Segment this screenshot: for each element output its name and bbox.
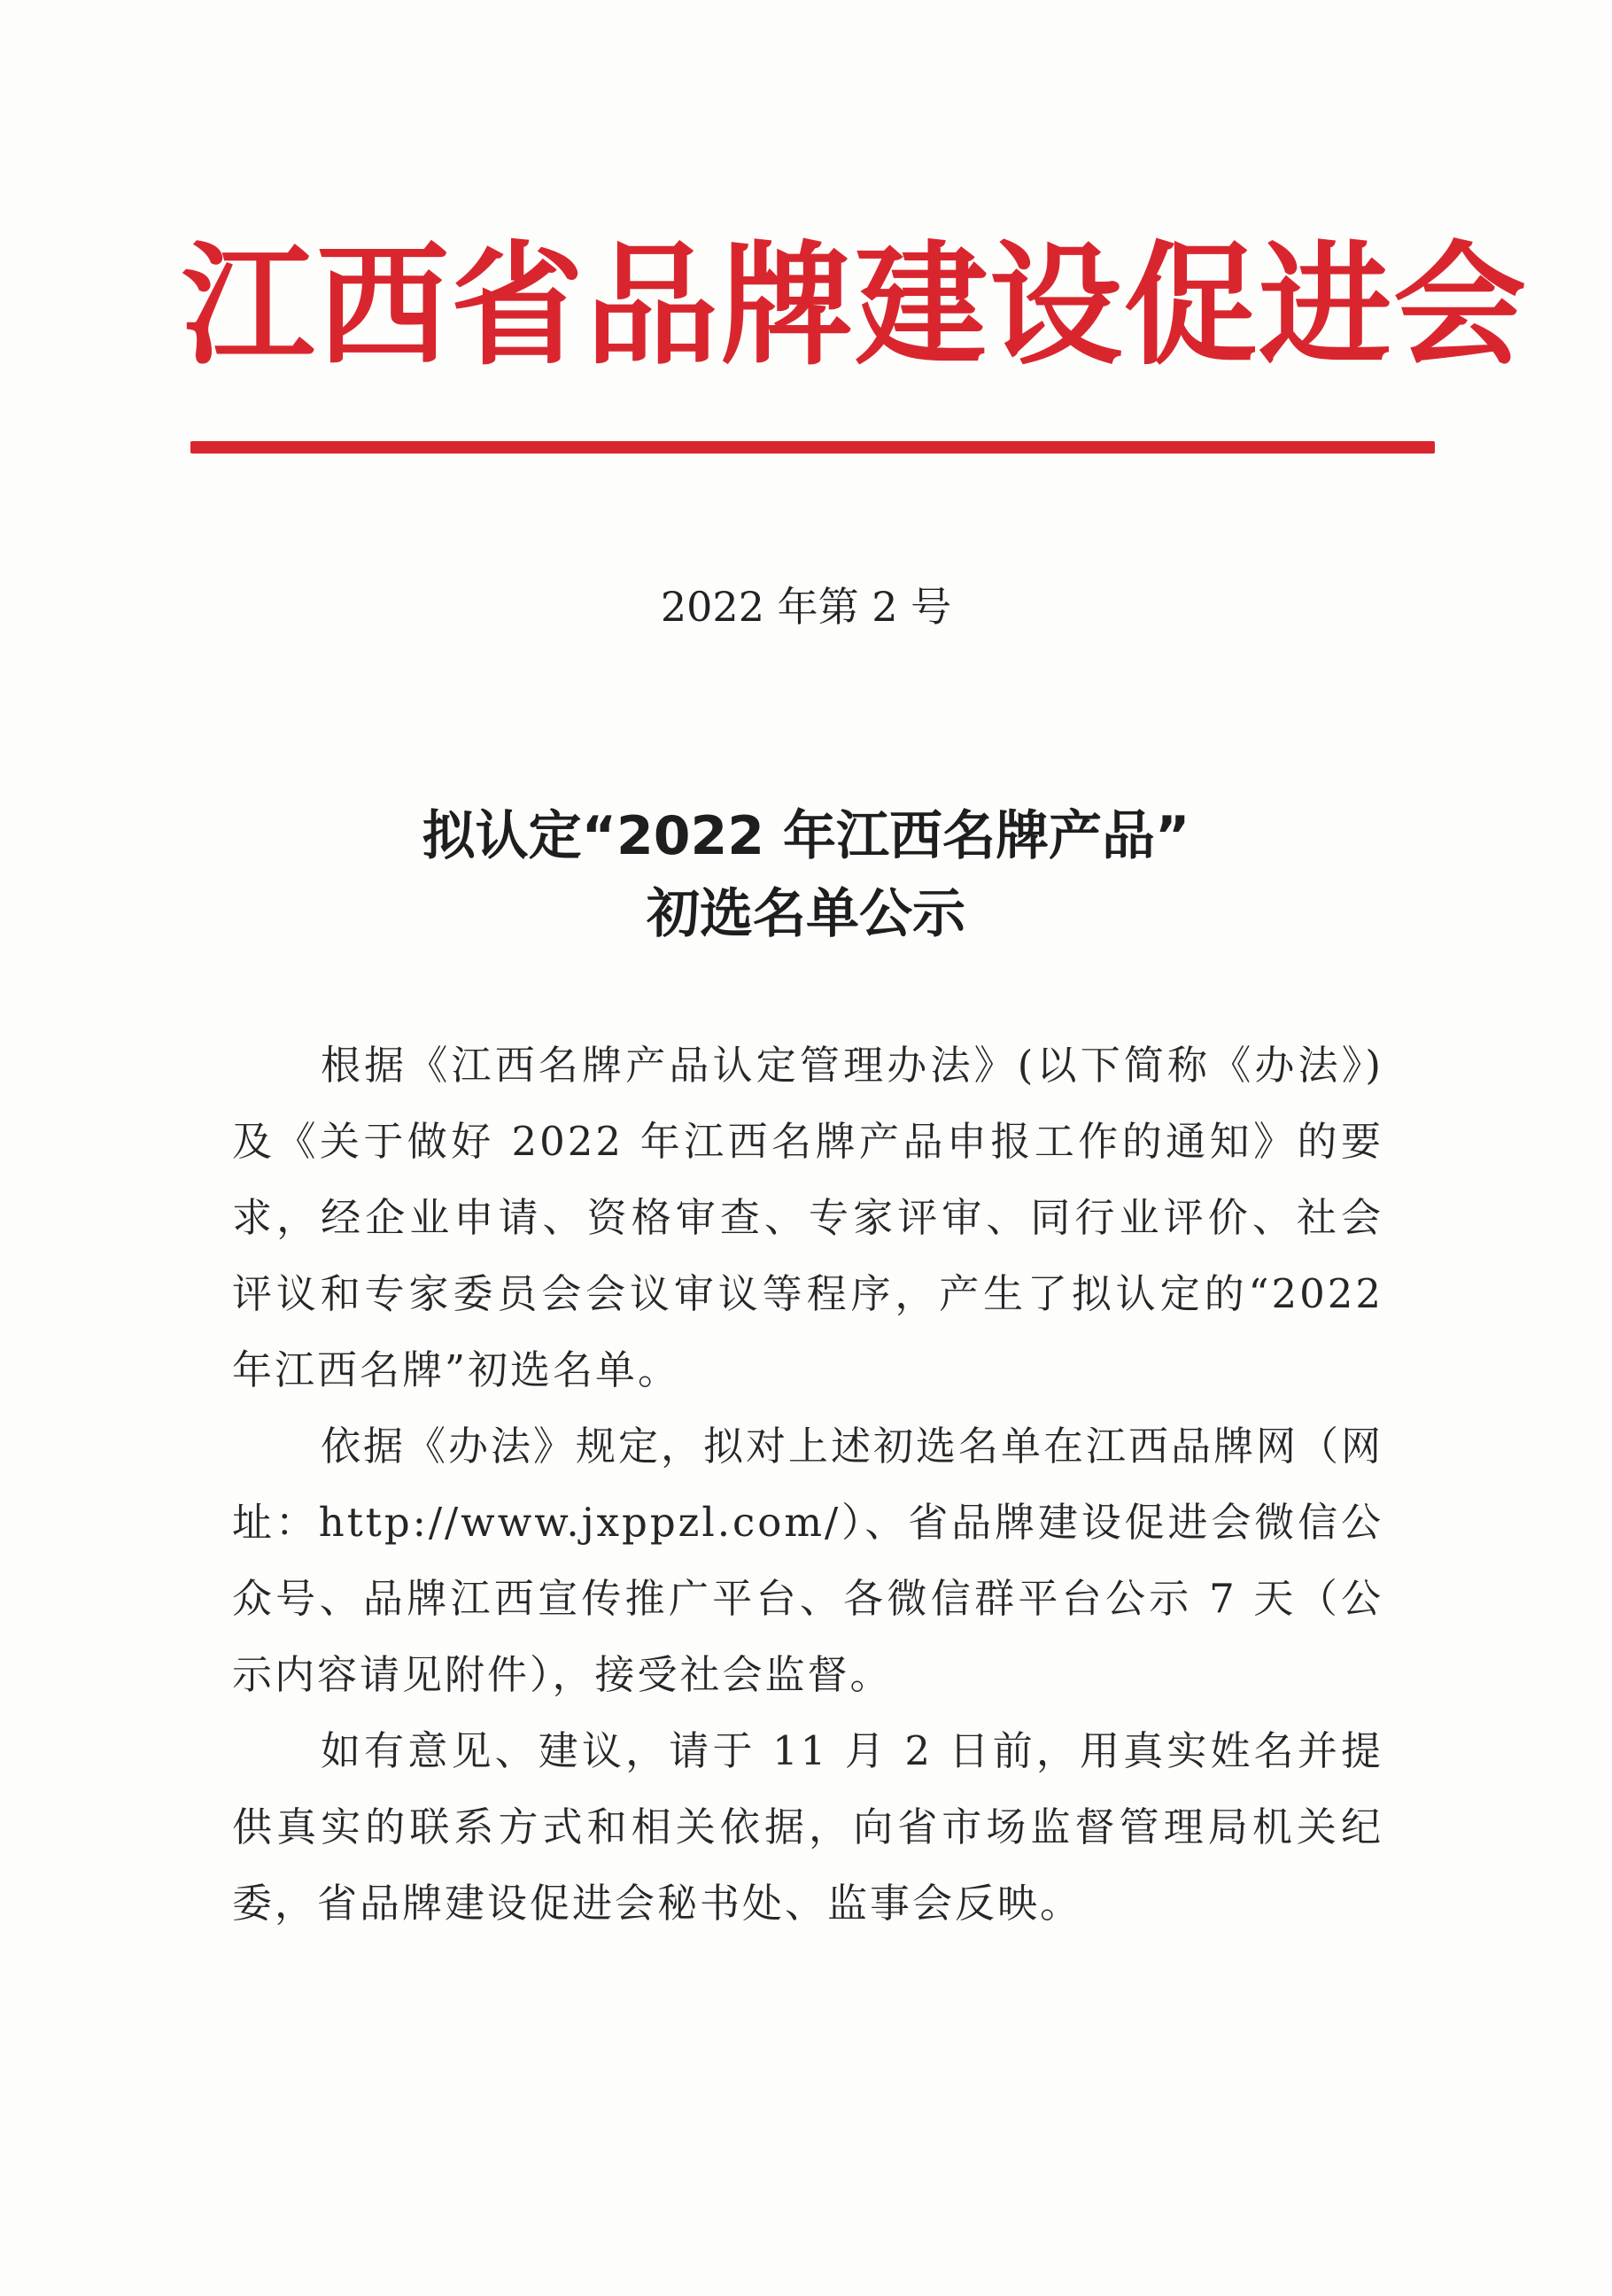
paragraph-line: 供真实的联系方式和相关依据，向省市场监督管理局机关纪 (232, 1803, 1383, 1850)
paragraph-basis (232, 1028, 1383, 1408)
paragraph-line: 如有意见、建议，请于 11 月 2 日前，用真实姓名并提 (321, 1727, 1383, 1774)
paragraph-line: 及《关于做好 2022 年江西名牌产品申报工作的通知》的要 (232, 1118, 1383, 1165)
paragraph-feedback (232, 1713, 1383, 1942)
title-line-1: 拟认定“2022 年江西名牌产品” (422, 805, 1190, 867)
paragraph-line: 示内容请见附件），接受社会监督。 (232, 1651, 893, 1698)
document-number: 2022 年第 2 号 (660, 583, 952, 631)
paragraph-line: 评议和专家委员会会议审议等程序，产生了拟认定的“2022 (232, 1270, 1383, 1317)
paragraph-line: 求，经企业申请、资格审查、专家评审、同行业评价、社会 (232, 1194, 1383, 1241)
organization-letterhead: 江西省品牌建设促进会 (182, 228, 1529, 384)
paragraph-line: 委，省品牌建设促进会秘书处、监事会反映。 (232, 1880, 1083, 1927)
paragraph-line: 址：http://www.jxppzl.com/）、省品牌建设促进会微信公 (232, 1499, 1383, 1546)
paragraph-publicity (232, 1408, 1383, 1713)
document-body (232, 1028, 1383, 1942)
paragraph-line: 年江西名牌”初选名单。 (232, 1346, 681, 1393)
document-title (0, 797, 1612, 953)
paragraph-line: 众号、品牌江西宣传推广平台、各微信群平台公示 7 天（公 (232, 1575, 1383, 1622)
title-line-2: 初选名单公示 (647, 883, 965, 945)
paragraph-line: 根据《江西名牌产品认定管理办法》(以下简称《办法》) (321, 1042, 1383, 1089)
paragraph-line: 依据《办法》规定，拟对上述初选名单在江西品牌网（网 (321, 1423, 1384, 1470)
letterhead-red-rule (190, 441, 1435, 454)
